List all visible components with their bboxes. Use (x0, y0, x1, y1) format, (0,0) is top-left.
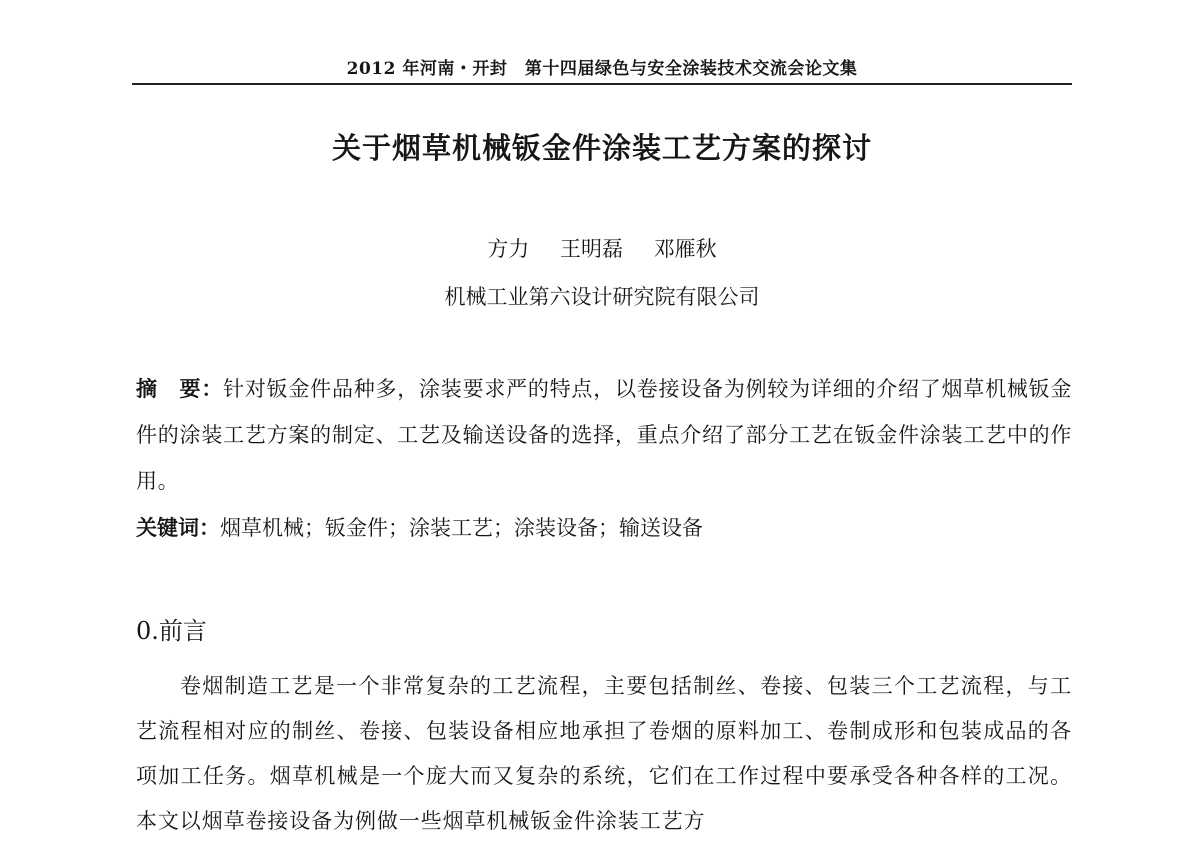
author-name: 王明磊 (560, 237, 623, 261)
running-header: 2012 年河南・开封 第十四届绿色与安全涂装技术交流会论文集 (346, 59, 858, 79)
keywords (136, 508, 1072, 548)
author-name: 邓雁秋 (653, 237, 717, 261)
abstract (136, 366, 1072, 504)
abstract-text: 针对钣金件品种多，涂装要求严的特点，以卷接设备为例较为详细的介绍了烟草机械钣金件的涂装工艺方案的制定、工艺及输送设备的选择，重点介绍了部分工艺在钣金件涂装工艺中的作用。 (136, 377, 1072, 493)
keywords-text: 烟草机械；钣金件；涂装工艺；涂装设备；输送设备 (220, 516, 703, 540)
section-heading: 0.前言 (136, 617, 207, 645)
body-paragraph: 卷烟制造工艺是一个非常复杂的工艺流程，主要包括制丝、卷接、包装三个工艺流程，与工艺流程相对应的制丝、卷接、包装设备相应地承担了卷烟的原料加工、卷制成形和包装成品的各项加工任务。烟草机械是一个庞大而又复杂的系统，它们在工作过程中要承受各种各样的工况。本文以烟草卷接设备为例做一些烟草机械钣金件涂装工艺方 (136, 674, 1072, 833)
affiliation: 机械工业第六设计研究院有限公司 (444, 285, 760, 309)
author-name: 方力 (487, 237, 530, 261)
abstract-label: 摘 要： (136, 376, 224, 401)
author-list (132, 233, 1072, 263)
header-rule (132, 83, 1072, 85)
paper-title: 关于烟草机械钣金件涂装工艺方案的探讨 (331, 131, 872, 165)
keywords-label: 关键词： (136, 515, 220, 540)
